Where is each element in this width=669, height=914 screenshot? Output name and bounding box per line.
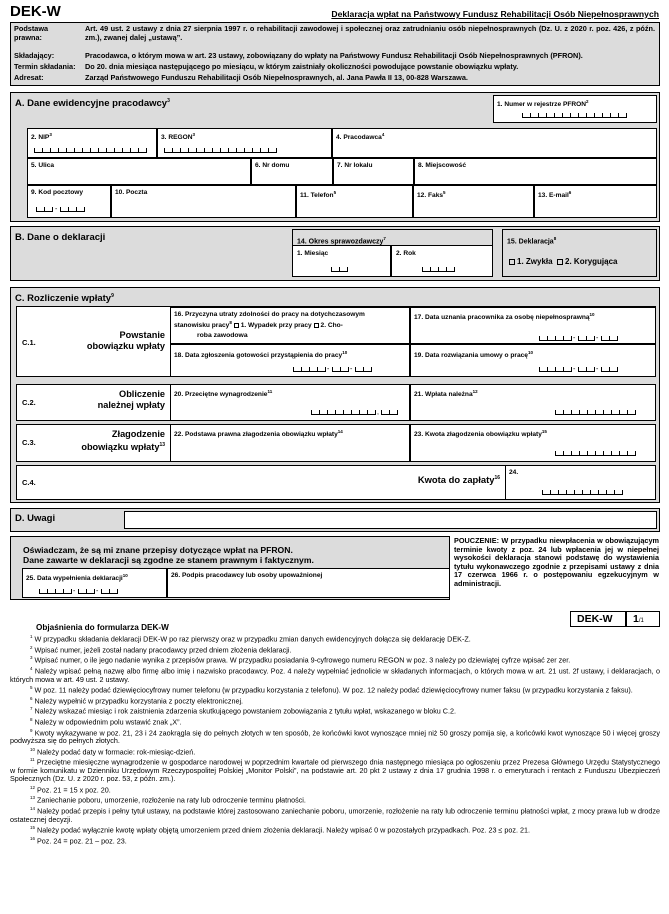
field-street[interactable]: 5. Ulica xyxy=(27,158,251,185)
note-text: Zaniechanie poboru, umorzenie, rozłożenie na raty lub odroczenie terminu płatności. xyxy=(35,795,306,805)
field-18-readiness-date[interactable]: 18. Data zgłoszenia gotowości przystąpienia do pracy$^{10}$ - - xyxy=(170,344,410,377)
note-number: 15 xyxy=(30,825,36,831)
note-number: 4 xyxy=(30,666,33,672)
field-19-termination-date[interactable]: 19. Data rozwiązania umowy o pracę$^{10}$ - - xyxy=(410,344,656,377)
field-17-disability-date[interactable]: 17. Data uznania pracownika za osobę niepełnosprawną$^{10}$ - - xyxy=(410,307,656,344)
field-23-reduction-amount[interactable]: 23. Kwota złagodzenia obowiązku wpłaty$^{15}$ xyxy=(410,424,656,462)
info-block xyxy=(10,22,660,86)
note-number: 8 xyxy=(30,717,33,723)
note-text: Należy w odpowiednim polu wstawić znak „X”. xyxy=(32,717,182,727)
c2-label: C.2. xyxy=(22,398,36,407)
field-apartment-number[interactable]: 7. Nr lokalu xyxy=(333,158,414,185)
note-text: Wpisać numer, jeżeli został nadany pracodawcy przed dniem złożenia deklaracji. xyxy=(32,645,292,655)
note-item xyxy=(10,824,660,835)
declaration-line-1: Oświadczam, że są mi znane przepisy dotyczące wpłat na PFRON. xyxy=(23,545,293,555)
field-pfron-number[interactable]: 1. Numer w rejestrze PFRON$^2$ xyxy=(493,95,657,123)
note-text: Należy wpisać pełną nazwę albo firmę albo imię i nazwisko pracodawcy. Poz. 4 należy wypełniać jednolicie w składanych informacjach, o których mowa w art. 21 ust. 2f ustawy, i deklaracjach, o których mowa w art. 49 ust. 2 ustawy. xyxy=(10,666,660,684)
note-item xyxy=(10,633,660,644)
note-item xyxy=(10,695,660,706)
c1-label: C.1. xyxy=(22,338,36,347)
note-text: Poz. 24 = poz. 21 – poz. 23. xyxy=(35,836,127,846)
note-text: Należy wypełnić w przypadku korzystania z poczty elektronicznej. xyxy=(32,696,244,706)
note-number: 1 xyxy=(30,634,33,639)
field-remarks[interactable] xyxy=(124,511,657,529)
note-item xyxy=(10,644,660,655)
notice-text: POUCZENIE: W przypadku niewpłacenia w obowiązującym terminie kwoty z poz. 24 lub wpłacenia jej w niepełnej wysokości deklaracja stanowi podstawę do wystawienia tytułu wykonawczego zgodnie z przepisami ustawy z dnia 17 czerwca 1966 r. o postępowaniu egzekucyjnym w administracji. xyxy=(454,536,659,588)
note-number: 3 xyxy=(30,655,33,661)
submitter-text: Pracodawca, o którym mowa w art. 23 ustawy, zobowiązany do wpłaty na Państwowy Fundusz Rehabilitacji Osób Niepełnosprawnych (PFRON). xyxy=(85,51,583,60)
note-text: Kwoty wykazywane w poz. 21, 23 i 24 zaokrągla się do pełnych złotych w ten sposób, że końcówki kwot wynoszące mniej niż 50 groszy pomija się, a końcówki kwot wynoszące 50 i więcej groszy podwyższa się do pełnych złotych. xyxy=(10,728,660,746)
note-item xyxy=(10,665,660,684)
field-reporting-period: 14. Okres sprawozdawczy$^7$ xyxy=(292,229,493,277)
c3-label: C.3. xyxy=(22,438,36,447)
c4-label: C.4. xyxy=(22,478,36,487)
note-number: 7 xyxy=(30,706,33,712)
address-label: Adresat: xyxy=(14,73,44,82)
field-fax[interactable]: 12. Faks$^5$ xyxy=(413,185,534,218)
note-number: 14 xyxy=(30,806,36,812)
note-number: 6 xyxy=(30,695,33,701)
note-item xyxy=(10,835,660,846)
field-16-reason: 16. Przyczyna utraty zdolności do pracy na dotychczasowym stanowisku pracy$^8$ 1. Wypadek przy pracy 2. Cho- roba zawodowa xyxy=(170,307,410,344)
note-text: W przypadku składania deklaracji DEK-W po raz pierwszy oraz w przypadku zmian danych ewidencyjnych dołącza się deklarację DEK-Z. xyxy=(32,634,471,644)
note-item xyxy=(10,727,660,746)
field-month[interactable]: 1. Miesiąc xyxy=(292,245,391,277)
notes-title: Objaśnienia do formularza DEK-W xyxy=(36,623,169,632)
checkbox-disease[interactable] xyxy=(314,323,319,328)
field-22-legal-basis[interactable]: 22. Podstawa prawna złagodzenia obowiązku wpłaty$^{14}$ xyxy=(170,424,410,462)
notes-list xyxy=(10,633,660,845)
note-number: 5 xyxy=(30,685,33,691)
c2-title: Obliczenie należnej wpłaty xyxy=(97,389,165,410)
field-24-amount-to-pay[interactable]: 24. xyxy=(505,465,656,500)
basis-text: Art. 49 ust. 2 ustawy z dnia 27 sierpnia 1997 r. o rehabilitacji zawodowej i społecznej oraz zatrudnianiu osób niepełnosprawnych (Dz. U. z 2020 r. poz. 426, z późn. zm.), zwanej dalej „ustawą”. xyxy=(85,24,655,42)
field-phone[interactable]: 11. Telefon$^5$ xyxy=(296,185,413,218)
deadline-label: Termin składania: xyxy=(14,62,76,71)
c1-title: Powstanie obowiązku wpłaty xyxy=(86,330,165,351)
field-25-fill-date[interactable]: 25. Data wypełnienia deklaracji$^{10}$ - - xyxy=(22,568,167,598)
field-nip[interactable]: 2. NIP$^3$ xyxy=(27,128,157,158)
field-post-office[interactable]: 10. Poczta xyxy=(111,185,296,218)
note-number: 10 xyxy=(30,746,36,752)
checkbox-correction[interactable] xyxy=(557,259,563,265)
note-number: 2 xyxy=(30,644,33,650)
note-text: Przeciętne miesięczne wynagrodzenie w gospodarce narodowej w poprzednim kwartale od pierwszego dnia następnego miesiąca po ogłoszeniu przez Prezesa Głównego Urzędu Statystycznego w formie komunikatu w Dzienniku Urzędowym Rzeczypospolitej Polskiej „Monitor Polski”, na podstawie art. 20 pkt 2 ustawy z dnia 17 grudnia 1998 r. o emeryturach i rentach z Funduszu Ubezpieczeń Społecznych (Dz. U. z 2020 r. poz. 53, z późn. zm.). xyxy=(10,757,660,784)
note-item xyxy=(10,705,660,716)
note-text: Wpisać numer, o ile jego nadanie wynika z przepisów prawa. W przypadku posiadania 9-cyfrowego numeru REGON w poz. 3 należy po dziewiątej cyfrze wpisać zer zer. xyxy=(32,655,571,665)
submitter-label: Składający: xyxy=(14,51,55,60)
section-b-title: B. Dane o deklaracji xyxy=(15,232,106,243)
field-year[interactable]: 2. Rok xyxy=(391,245,493,277)
note-item xyxy=(10,784,660,795)
note-text: Poz. 21 = 15 x poz. 20. xyxy=(35,785,111,795)
field-email[interactable]: 13. E-mail$^6$ xyxy=(534,185,657,218)
field-20-average-salary[interactable]: 20. Przeciętne wynagrodzenie$^{11}$ , xyxy=(170,384,410,421)
c3-title: Złagodzenie obowiązku wpłaty$^{13}$ xyxy=(81,429,165,452)
deadline-text: Do 20. dnia miesiąca następującego po miesiącu, w którym zaistniały okoliczności powodujące powstanie obowiązku wpłaty. xyxy=(85,62,519,71)
form-code: DEK-W xyxy=(10,3,61,20)
declaration-line-2: Dane zawarte w deklaracji są zgodne ze stanem prawnym i faktycznym. xyxy=(23,555,314,565)
section-a-title: A. Dane ewidencyjne pracodawcy$^3$ xyxy=(15,98,170,110)
note-number: 9 xyxy=(30,727,33,733)
note-item xyxy=(10,654,660,665)
note-number: 12 xyxy=(30,784,36,790)
note-item xyxy=(10,756,660,783)
field-house-number[interactable]: 6. Nr domu xyxy=(251,158,333,185)
note-item xyxy=(10,805,660,824)
note-item xyxy=(10,716,660,727)
form-title: Deklaracja wpłat na Państwowy Fundusz Rehabilitacji Osób Niepełnosprawnych xyxy=(331,9,659,19)
field-declaration-type: 15. Deklaracja$^8$ 1. Zwykła 2. Korygująca xyxy=(502,229,657,277)
note-item xyxy=(10,794,660,805)
checkbox-regular[interactable] xyxy=(509,259,515,265)
note-text: Należy podać daty w formacie: rok-miesiąc-dzień. xyxy=(35,747,196,757)
note-text: Należy podać przepis i pełny tytuł ustawy, na podstawie której zastosowano zaniechanie poboru, umorzenie, rozłożenie na raty lub odroczenie terminu płatności wpłat, z mocy prawa lub w drodze ostatecznej decyzji. xyxy=(10,806,660,824)
note-number: 16 xyxy=(30,835,36,841)
field-regon[interactable]: 3. REGON$^3$ xyxy=(157,128,332,158)
note-number: 11 xyxy=(30,757,35,763)
note-text: Należy podać wyłącznie kwotę wpłaty objętą umorzeniem przed dniem złożenia deklaracji. Należy wpisać 0 w pozostałych przypadkach. Poz. 23 ≤ poz. 21. xyxy=(35,825,530,835)
field-city[interactable]: 8. Miejscowość xyxy=(414,158,657,185)
section-d-title: D. Uwagi xyxy=(15,513,56,524)
field-26-signature[interactable]: 26. Podpis pracodawcy lub osoby upoważnionej xyxy=(167,568,450,598)
section-c-title: C. Rozliczenie wpłaty$^9$ xyxy=(15,293,114,305)
c4-title: Kwota do zapłaty$^{16}$ xyxy=(417,474,500,485)
note-item xyxy=(10,746,660,757)
address-text: Zarząd Państwowego Funduszu Rehabilitacji Osób Niepełnosprawnych, al. Jana Pawła II 13, 00-828 Warszawa. xyxy=(85,73,468,82)
checkbox-accident[interactable] xyxy=(234,323,239,328)
field-21-payment-due[interactable]: 21. Wpłata należna$^{12}$ xyxy=(410,384,656,421)
field-employer[interactable]: 4. Pracodawca$^4$ xyxy=(332,128,657,158)
footer-form-code: DEK-W xyxy=(570,611,626,627)
note-number: 13 xyxy=(30,795,36,801)
field-postal-code[interactable]: 9. Kod pocztowy - xyxy=(27,185,111,218)
basis-label: Podstawa prawna: xyxy=(14,24,49,42)
footer-page-number: 1/1 xyxy=(626,611,660,627)
note-text: W poz. 11 należy podać dziewięciocyfrowy numer telefonu (w przypadku korzystania z telefonu). W poz. 12 należy podać dziewięciocyfrowy numer faksu (w przypadku korzystania z faksu). xyxy=(32,685,633,695)
note-text: Należy wskazać miesiąc i rok zaistnienia zdarzenia skutkującego powstaniem zobowiązania z tytułu wpłat, wskazanego w bloku C.2. xyxy=(32,706,456,716)
note-item xyxy=(10,684,660,695)
